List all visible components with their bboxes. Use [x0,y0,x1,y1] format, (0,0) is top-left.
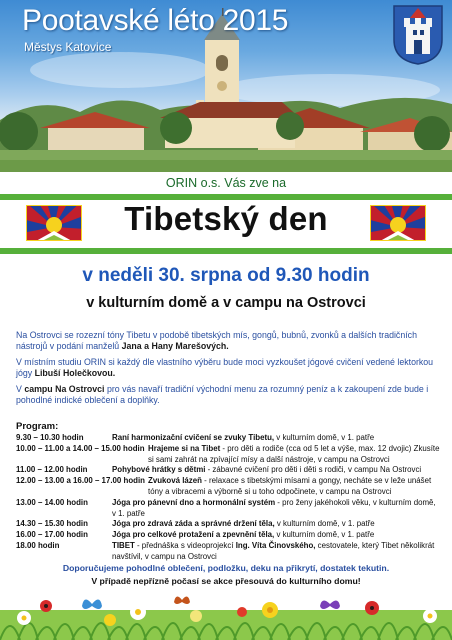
program-time: 14.30 – 15.30 hodin [16,519,88,529]
town-crest-tower-icon [392,4,444,66]
program-lecturer: Ing. Víta Činovského, [235,540,316,550]
intro-paragraph-3: V campu Na Ostrovci pro vás navaří tradiční východní menu za rozumný peníz a k zakoupení zde bude i pohodlné indické oblečení a doplňky. [16,384,429,405]
closing-weather-note: V případě nepřízně počasí se akce přesouvá do kulturního domu! [91,576,361,586]
program-time: 9.30 – 10.30 hodin [16,433,84,442]
closing-recommendation: Doporučujeme pohodlné oblečení, podložku, deku na přikrytí, dostatek tekutin. [62,563,390,573]
program-item: 13.00 – 14.00 hodin Jóga pro pánevní dno a hormonální systém - pro ženy jakéhokoli věku, v kulturním domě, v 1. patře [16,497,436,518]
program-time: 18.00 hodin [16,540,60,550]
program-title: Jóga pro celkové protažení a zpevnění těla, [112,530,275,540]
program-time: 13.00 – 14.00 hodin [16,497,88,507]
intro-paragraph-2: V místním studiu ORIN si každý dle vlastního výběru bude moci vyzkoušet jógové cvičení vedené lektorkou jógy Libuší Holečkovou. [16,357,434,378]
program-title: Zvuková lázeň [148,476,202,486]
program-title: Pohybové hrátky s dětmi [112,465,206,475]
program-item: 14.30 – 15.30 hodin Jóga pro zdravá záda a správné držení těla, v kulturním domě, v 1. patře [16,519,375,529]
program-item: 10.00 – 11.00 a 14.00 – 15.00 hodin Hrajeme si na Tibet - pro děti a rodiče (cca od 5 let a výše, max. 12 dvojic) Zkusíte si sami zahrát na zpívající mísy a další nástroje, v campu na Ostrovci [16,443,440,464]
intro-lecturer: Libuší Holečkovou. [34,368,116,378]
intro-section [16,330,440,411]
butterfly-icon [82,596,340,609]
program-time: 16.00 – 17.00 hodin [16,530,88,540]
program-title: TIBET [112,540,135,550]
intro-performers: Jana a Hany Marešových. [121,341,229,351]
event-date: v neděli 30. srpna od 9.30 hodin [82,265,370,286]
header-subtitle: Městys Katovice [24,40,112,54]
program-heading: Program: [16,421,59,432]
program-title: Raní harmonizační cvičení se zvuky Tibetu, [112,433,275,442]
tibetan-flag-icon [370,205,426,241]
flower-meadow-decoration [0,592,452,640]
event-venue: v kulturním domě a v campu na Ostrovci [86,295,366,311]
program-title: Hrajeme si na Tibet [148,443,221,453]
closing-notes [0,562,452,588]
event-title: Tibetský den [124,200,328,237]
program-title: Jóga pro pánevní dno a hormonální systém [112,497,276,507]
program-item: 9.30 – 10.30 hodin Raní harmonizační cvičení se zvuky Tibetu, v kulturním domě, v 1. patře [16,433,375,442]
program-item: 18.00 hodin TIBET - přednáška s videoprojekcí Ing. Víta Činovského, cestovatele, který Tibet několikrát navštívil, v campu na Ostrovci [16,540,435,561]
program-item: 12.00 – 13.00 a 16.00 – 17.00 hodin Zvuková lázeň - relaxace s tibetskými mísami a gongy, necháte se v leže unášet tóny a vibracemi a výborně si u toho odpočinete, v campu na Ostrovci [16,476,432,496]
header-title: Pootavské léto 2015 [22,4,289,37]
program-time: 10.00 – 11.00 a 14.00 – 15.00 hodin [16,443,145,453]
invite-line: ORIN o.s. Vás zve na [165,176,287,190]
intro-camp: campu Na Ostrovci [24,384,105,394]
green-band-bottom [0,248,452,254]
program-item: 11.00 – 12.00 hodin Pohybové hrátky s dětmi - zábavné cvičení pro děti i děti s rodiči, v campu Na Ostrovci [16,465,422,475]
intro-paragraph-1: Na Ostrovci se rozezní tóny Tibetu v podobě tibetských mís, gongů, bubnů, zvonků a dalších tradičních nástrojů v podání manželů Jana a Hany Marešových. [16,330,417,351]
program-title: Jóga pro zdravá záda a správné držení těla, [112,519,275,529]
program-time: 12.00 – 13.00 a 16.00 – 17.00 hodin [16,476,145,486]
header-photo [0,0,452,172]
program-item: 16.00 – 17.00 hodin Jóga pro celkové protažení a zpevnění těla, v kulturním domě, v 1. patře [16,530,375,540]
program-list [16,433,440,563]
program-time: 11.00 – 12.00 hodin [16,465,88,475]
